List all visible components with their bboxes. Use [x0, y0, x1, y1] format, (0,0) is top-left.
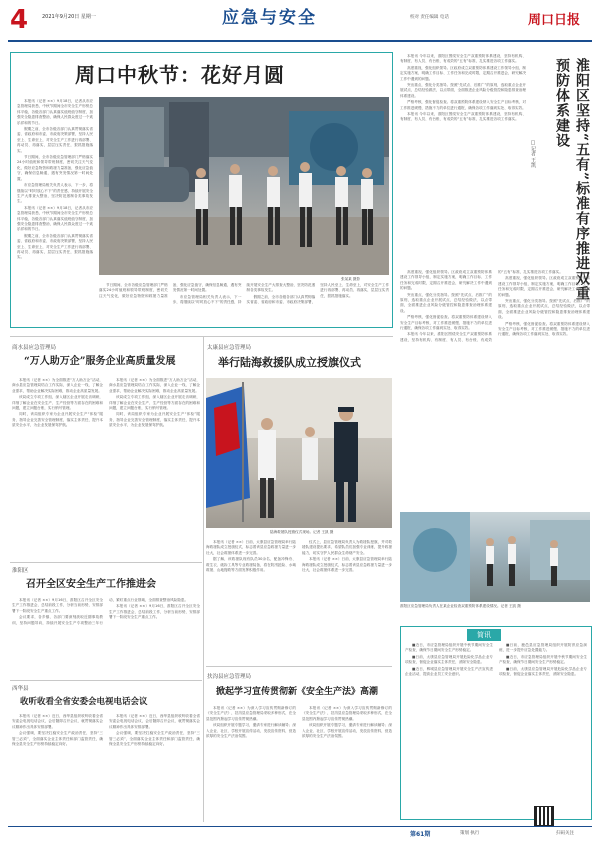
qr-code-icon — [534, 806, 554, 826]
divider — [10, 562, 202, 563]
brief-item: ■日前，太康县应急管理局开展危险化学品企业专项检查，督促企业落实主体责任，消除安全隐患。 — [405, 654, 493, 665]
brief-item: ■日前，鹿邑县应急管理局组织开展防汛应急演练，进一步提升应急处置能力。 — [499, 643, 587, 653]
date-line: 2021年9月20日 星期一 — [42, 14, 96, 20]
feature-photo-caption: 张某某 摄影 — [341, 277, 361, 281]
briefs-list — [405, 643, 587, 815]
divider — [10, 680, 202, 681]
brief-item: ■近日，郸城县应急管理局开展安全生产法宣传进企业活动，提高企业员工安全意识。 — [405, 666, 493, 677]
logo: 周口日报 — [528, 13, 581, 28]
xihua-body: 本报讯（记者 ××）近日，西华县组织收听收看全省安委会电视电话会议，会后随即召开会议，就贯彻落实会议精神作出具体安排部署。 会议强调，要坚决扛稳安全生产政治责任，坚持“三管三必须”，全面落实企业主体责任和部门监管责任，确保全县安全生产形势持续稳定向好。 本报讯（记者 ××）近日，西华县组织收听收看全省安委会电视电话会议，会后随即召开会议，就贯彻落实会议精神作出具体安排部署。 会议强调，要坚决扛稳安全生产政治责任，坚持“三管三必须”，全面落实企业主体责任和部门监管责任，确保全县安全生产形势持续稳定向好。 — [12, 714, 200, 747]
flag-ceremony-illustration — [206, 378, 392, 528]
editor-line: 校对 责任编辑 电话 — [410, 15, 449, 20]
feature-box — [10, 52, 393, 328]
taikang-kicker: 太康县应急管理局 — [207, 345, 252, 351]
page-number: 4 — [10, 5, 29, 35]
fugou-kicker: 扶沟县应急管理局 — [207, 674, 252, 680]
side-body-middle: 高度重视，强化组织领导。区政府成立双重预防体系建设工作领导小组，制定实施方案，明确工作目标、工作任务和完成时限，定期召开推进会，研究解决工作中遇到的问题。 突出重点，强化分类指导。按照“先试点、后推广”的原则，选取重点企业开展试点，总结经验做法，以点带面，全面推进企业风险分级管控和隐患排查治理体系建设。 严格考核，强化督促检查。将双重预防体系建设纳入安全生产目标考核，对工作推进缓慢、措施不力的单位进行通报，确保各项工作落到实处、取得实效。 本报讯 今年以来，淮阳区围绕安全生产双重预防体系建设，坚持有机构、有制度、有人员、有台账、有成效的“五有”标准，扎实推进各项工作落实。 高度重视，强化组织领导。区政府成立双重预防体系建设工作领导小组，制定实施方案，明确工作目标、工作任务和完成时限，定期召开推进会，研究解决工作中遇到的问题。 突出重点，强化分类指导。按照“先试点、后推广”的原则，选取重点企业开展试点，总结经验做法，以点带面，全面推进企业风险分级管控和隐患排查治理体系建设。 严格考核，强化督促检查。将双重预防体系建设纳入安全生产目标考核，对工作推进缓慢、措施不力的单位进行通报，确保各项工作落到实处、取得实效。 — [400, 270, 590, 342]
side-headline: 淮阳区坚持“五有”标准有序推进双重预防体系建设 — [554, 58, 590, 302]
feature-photo — [99, 97, 389, 275]
brief-item: ■日前，太康县应急管理局开展危险化学品企业专项检查，督促企业落实主体责任，消除安全隐患。 — [499, 666, 587, 677]
column-divider — [203, 336, 204, 822]
brief-item: ■近日，市应急管理局组织开展中秋节期间安全生产检查，确保节日期间安全生产形势稳定。 — [405, 643, 493, 653]
huaiyang-kicker: 淮阳区 — [12, 568, 29, 574]
masthead — [0, 0, 600, 42]
xihua-kicker: 西华县 — [12, 686, 29, 692]
briefs-box — [400, 626, 592, 820]
taikang-photo-caption: 陆海救援队授旗仪式现场。记者 王凯 摄 — [270, 530, 334, 534]
huaiyang-body: 本报讯（记者 ××）9月16日，淮阳区召开全区安全生产工作推进会，总结前段工作，分析当前形势，安排部署下一阶段安全生产重点工作。 会议要求，各乡镇、各部门要深刻汲取近期事故教训，坚持问题导向，持续开展安全生产专项整治三年行动，紧盯重点行业领域，全面排查整治风险隐患。 本报讯（记者 ××）9月16日，淮阳区召开全区安全生产工作推进会，总结前段工作，分析当前形势，安排部署下一阶段安全生产重点工作。 — [12, 598, 200, 625]
briefs-title: 简讯 — [467, 629, 501, 641]
footer-page-mark: 第61期 — [410, 831, 431, 838]
shangshui-headline: “万人助万企”服务企业高质量发展 — [24, 356, 176, 367]
side-byline: □记者 王凯 — [530, 140, 536, 168]
side-photo-caption: 淮阳区应急管理局负责人在某企业检查双重预防体系建设情况。记者 王凯 摄 — [400, 604, 521, 608]
factory-scene-illustration — [99, 97, 389, 275]
divider — [10, 336, 393, 337]
plant-inspection-illustration — [400, 512, 590, 602]
feature-headline: 周口中秋节：花好月圆 — [75, 63, 285, 87]
side-body-top: 本报讯 今年以来，淮阳区围绕安全生产双重预防体系建设，坚持有机构、有制度、有人员、有台账、有成效的“五有”标准，扎实推进各项工作落实。 高度重视，强化组织领导。区政府成立双重预防体系建设工作领导小组，制定实施方案，明确工作目标、工作任务和完成时限，定期召开推进会，研究解决工作中遇到的问题。 突出重点，强化分类指导。按照“先试点、后推广”的原则，选取重点企业开展试点，总结经验做法，以点带面，全面推进企业风险分级管控和隐患排查治理体系建设。 严格考核，强化督促检查。将双重预防体系建设纳入安全生产目标考核，对工作推进缓慢、措施不力的单位进行通报，确保各项工作落到实处、取得实效。 本报讯 今年以来，淮阳区围绕安全生产双重预防体系建设，坚持有机构、有制度、有人员、有台账、有成效的“五有”标准，扎实推进各项工作落实。 — [400, 54, 526, 122]
fugou-body: 本报讯（记者 ××）为深入学习宣传贯彻新修订的《安全生产法》，扶沟县应急管理局采取多种形式，在全县范围内掀起学习宣传贯彻热潮。 该局组织开展专题学习，邀请专家进行解读辅导；深入企业、社区、学校开展宣传活动，发放宣传资料，营造浓厚的安全生产法治氛围。 本报讯（记者 ××）为深入学习宣传贯彻新修订的《安全生产法》，扶沟县应急管理局采取多种形式，在全县范围内掀起学习宣传贯彻热潮。 该局组织开展专题学习，邀请专家进行解读辅导；深入企业、社区、学校开展宣传活动，发放宣传资料，营造浓厚的安全生产法治氛围。 — [206, 706, 392, 739]
shangshui-kicker: 商水县应急管理局 — [12, 345, 57, 351]
divider — [206, 666, 392, 667]
feature-body-bottom: 节日期间，全市各级应急管理部门严格落实24小时值班和领导带班制度，密切关注天气变化，做好应急物资和救援力量准备，强化应急值守，确保信息畅通，遇有突发情况第一时间处置。 市应急管理局相关负责人表示，下一步，将继续以“时时放心不下”的责任感，持续开展安全生产大排查大整治，坚决防范遏制各类事故发生。 假期之前，全市各级各部门认真贯彻落实省委、省政府和市委、市政府决策部署，坚持人民至上、生命至上，对安全生产工作进行再部署、再动员、再落实，层层压实责任，狠抓措施落实。 — [99, 283, 389, 305]
taikang-photo — [206, 378, 392, 528]
shangshui-body: 本报讯（记者 ××）为全面推进“万人助万企”活动，商水县应急管理局结合工作实际，深入企业一线，了解企业需求，帮助企业解决实际困难，推动企业高质量发展。 该局成立专项工作组，深入辖区企业开展走访调研，详细了解企业在安全生产、生产经营等方面存在的困难和问题，建立问题台账，实行销号管理。 同时，该局组织专家为企业开展安全生产“体检”服务，指导企业完善安全管理制度，落实主体责任，提升本质安全水平，为企业发展保驾护航。 本报讯（记者 ××）为全面推进“万人助万企”活动，商水县应急管理局结合工作实际，深入企业一线，了解企业需求，帮助企业解决实际困难，推动企业高质量发展。 该局成立专项工作组，深入辖区企业开展走访调研，详细了解企业在安全生产、生产经营等方面存在的困难和问题，建立问题台账，实行销号管理。 同时，该局组织专家为企业开展安全生产“体检”服务，指导企业完善安全管理制度，落实主体责任，提升本质安全水平，为企业发展保驾护航。 — [12, 378, 200, 428]
footer-rule — [8, 826, 592, 827]
footer-right: 扫码关注 — [556, 831, 574, 836]
fugou-headline: 掀起学习宣传贯彻新《安全生产法》高潮 — [216, 687, 379, 697]
masthead-rule — [8, 40, 592, 42]
brief-item: ■近日，市应急管理局组织开展中秋节期间安全生产检查，确保节日期间安全生产形势稳定。 — [499, 654, 587, 665]
side-photo — [400, 512, 590, 602]
feature-body: 本报讯（记者 ××）9月18日，记者从市应急管理局获悉，中秋节期间全市安全生产形势总体平稳，各级各部门认真落实值班值守制度，加强安全隐患排查整治，确保人民群众度过一个欢乐祥和的节日。 假期之前，全市各级各部门认真贯彻落实省委、省政府和市委、市政府决策部署，坚持人民至上、生命至上，对安全生产工作进行再部署、再动员、再落实，层层压实责任，狠抓措施落实。 节日期间，全市各级应急管理部门严格落实24小时值班和领导带班制度，密切关注天气变化，做好应急物资和救援力量准备，强化应急值守，确保信息畅通，遇有突发情况第一时间处置。 市应急管理局相关负责人表示，下一步，将继续以“时时放心不下”的责任感，持续开展安全生产大排查大整治，坚决防范遏制各类事故发生。 本报讯（记者 ××）9月18日，记者从市应急管理局获悉，中秋节期间全市安全生产形势总体平稳，各级各部门认真落实值班值守制度，加强安全隐患排查整治，确保人民群众度过一个欢乐祥和的节日。 假期之前，全市各级各部门认真贯彻落实省委、省政府和市委、市政府决策部署，坚持人民至上、生命至上，对安全生产工作进行再部署、再动员、再落实，层层压实责任，狠抓措施落实。 — [17, 99, 93, 260]
xihua-headline: 收听收看全省安委会电视电话会议 — [20, 697, 148, 707]
huaiyang-headline: 召开全区安全生产工作推进会 — [26, 579, 156, 590]
taikang-body: 本报讯（记者 ××）日前，太康县应急管理局举行陆海救援队成立授旗仪式，标志着该县应急救援力量进一步壮大，社会救援体系进一步完善。 据了解，该救援队现有队员30余名，配备冲锋舟、救生衣、破拆工具等专业救援装备，将在防汛抢险、水域救援、山地搜救等方面发挥积极作用。 仪式上，县应急管理局负责人为救援队授旗，并对救援队建设提出要求，希望队员们加强专业训练，提升救援能力，切实守护人民群众生命财产安全。 本报讯（记者 ××）日前，太康县应急管理局举行陆海救援队成立授旗仪式，标志着该县应急救援力量进一步壮大，社会救援体系进一步完善。 — [206, 540, 392, 573]
footer-left: 策划 执行 — [460, 831, 480, 836]
section-title: 应急与安全 — [222, 8, 317, 28]
taikang-headline: 举行陆海救援队成立授旗仪式 — [218, 356, 361, 369]
